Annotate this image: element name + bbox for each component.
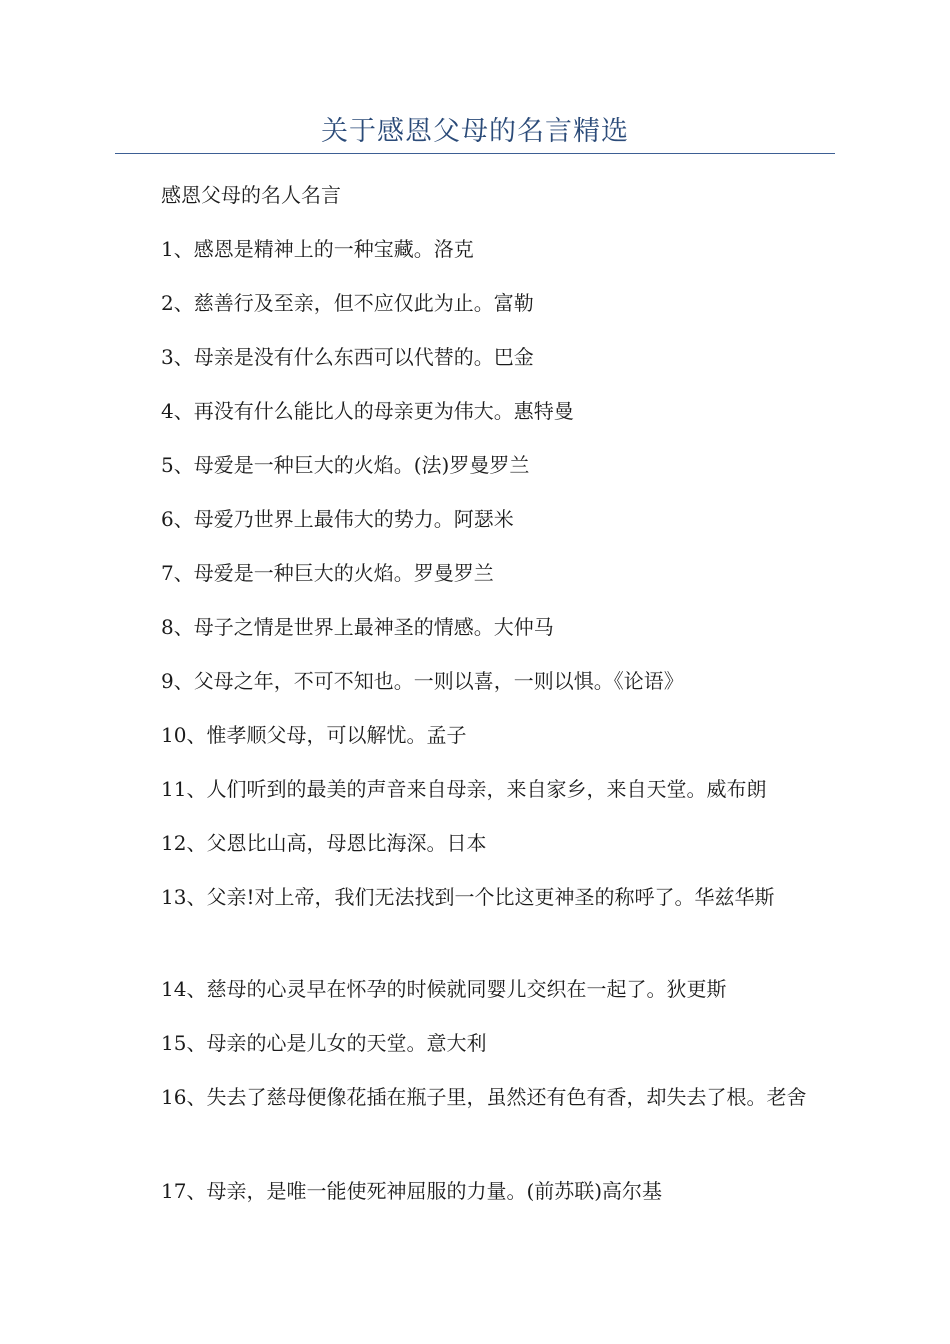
title-underline	[115, 153, 835, 154]
quote-item-5: 5、母爱是一种巨大的火焰。(法)罗曼罗兰	[161, 453, 530, 477]
quote-item-2: 2、慈善行及至亲，但不应仅此为止。富勒	[161, 291, 534, 315]
quote-item-16: 16、失去了慈母便像花插在瓶子里，虽然还有色有香，却失去了根。老舍	[161, 1085, 807, 1109]
quote-item-7: 7、母爱是一种巨大的火焰。罗曼罗兰	[161, 561, 494, 585]
quote-item-6: 6、母爱乃世界上最伟大的势力。阿瑟米	[161, 507, 514, 531]
quote-item-10: 10、惟孝顺父母，可以解忧。孟子	[161, 723, 467, 747]
quote-item-4: 4、再没有什么能比人的母亲更为伟大。惠特曼	[161, 399, 574, 423]
quote-item-8: 8、母子之情是世界上最神圣的情感。大仲马	[161, 615, 554, 639]
quote-item-17: 17、母亲，是唯一能使死神屈服的力量。(前苏联)高尔基	[161, 1179, 663, 1203]
document-title: 关于感恩父母的名言精选	[321, 116, 629, 147]
section-heading: 感恩父母的名人名言	[161, 183, 341, 207]
quote-item-1: 1、感恩是精神上的一种宝藏。洛克	[161, 237, 474, 261]
quote-item-11: 11、人们听到的最美的声音来自母亲，来自家乡，来自天堂。威布朗	[161, 777, 767, 801]
quote-item-9: 9、父母之年，不可不知也。一则以喜，一则以惧。《论语》	[161, 669, 684, 693]
quote-item-3: 3、母亲是没有什么东西可以代替的。巴金	[161, 345, 534, 369]
quote-item-13: 13、父亲!对上帝，我们无法找到一个比这更神圣的称呼了。华兹华斯	[161, 885, 775, 909]
quote-item-14: 14、慈母的心灵早在怀孕的时候就同婴儿交织在一起了。狄更斯	[161, 977, 727, 1001]
quote-item-15: 15、母亲的心是儿女的天堂。意大利	[161, 1031, 487, 1055]
quote-item-12: 12、父恩比山高，母恩比海深。日本	[161, 831, 487, 855]
